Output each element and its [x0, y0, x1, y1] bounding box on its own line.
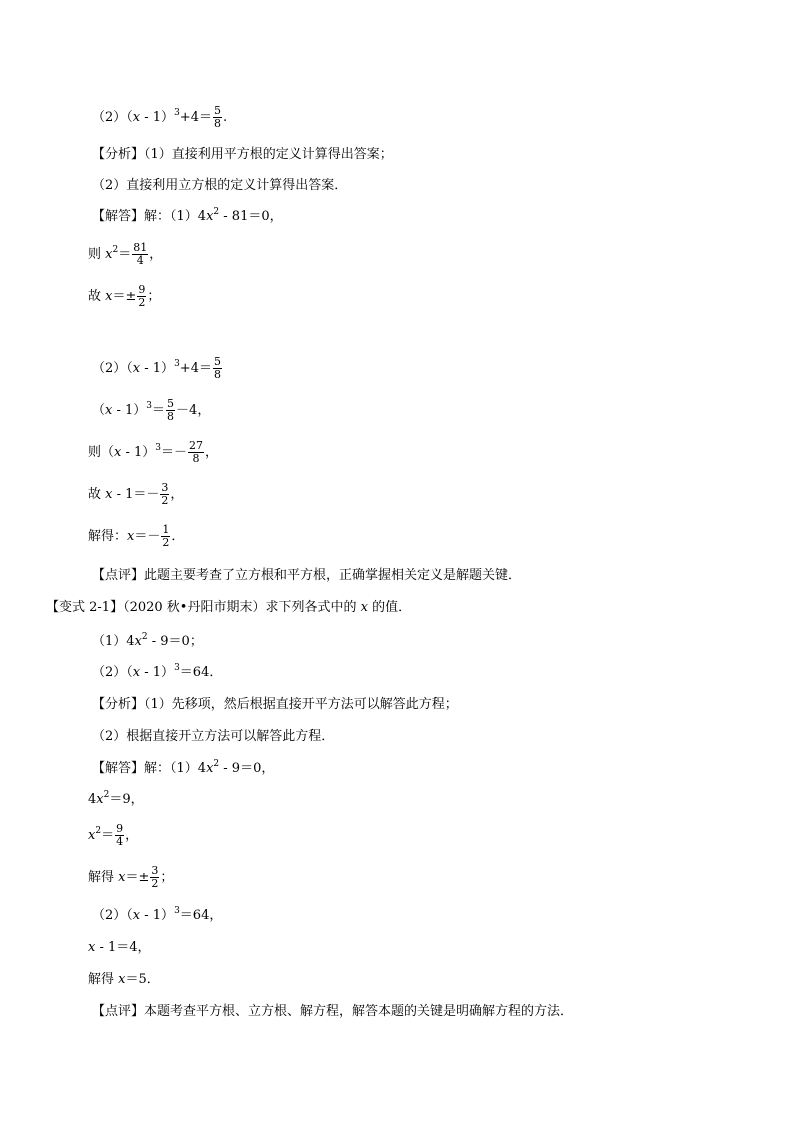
variable: x: [118, 870, 126, 885]
text: 则（: [88, 445, 115, 460]
text: 故: [88, 289, 106, 304]
variant-heading: [46, 600, 411, 616]
exponent: 2: [213, 759, 220, 769]
text: ；: [160, 870, 174, 885]
text: ＝64．: [179, 665, 223, 680]
equation-line: [88, 940, 151, 956]
comment-line: [92, 1004, 573, 1020]
denominator: 8: [213, 117, 221, 130]
variable: x: [132, 908, 141, 923]
exponent: 2: [141, 632, 148, 642]
equation-line: [88, 972, 160, 988]
denominator: 2: [161, 494, 169, 507]
variable: x: [132, 665, 141, 680]
problem-line: [92, 634, 203, 650]
equation-line: [92, 354, 223, 384]
numerator: 5: [167, 397, 175, 410]
text: 则: [88, 247, 106, 262]
fraction: [137, 284, 146, 309]
exponent: 2: [95, 826, 102, 836]
problem-line: [92, 665, 222, 681]
text: （1）先移项，然后根据直接开平方法可以解答此方程；: [144, 697, 458, 712]
denominator: 8: [167, 410, 175, 423]
variable: x: [96, 792, 104, 807]
text: 解得: [88, 870, 119, 885]
text: - 1）: [140, 110, 175, 125]
text: （: [92, 403, 106, 418]
denominator: 8: [192, 452, 200, 465]
section-tag: 【变式 2-1】: [46, 600, 124, 615]
equation-line: [88, 863, 173, 893]
variable: x: [105, 289, 113, 304]
denominator: 2: [162, 536, 170, 549]
denominator: 4: [116, 835, 124, 848]
text: +4＝: [179, 110, 212, 125]
text: 本题考查平方根、立方根、解方程，解答本题的关键是明确解方程的方法．: [144, 1004, 574, 1019]
text: ，: [125, 828, 139, 843]
section-tag: 【分析】: [92, 147, 145, 162]
text: ＝: [118, 247, 132, 262]
analysis-line: [92, 697, 458, 713]
exponent: 2: [103, 790, 110, 800]
numerator: 5: [213, 104, 221, 117]
text: 解得：: [88, 529, 128, 544]
text: - 9＝0，: [219, 761, 275, 776]
variable: x: [88, 828, 96, 843]
denominator: 8: [213, 368, 221, 381]
text: .: [222, 110, 228, 125]
section-tag: 【解答】: [92, 209, 145, 224]
equation-line: [88, 438, 218, 468]
variable: x: [88, 940, 96, 955]
text: - 1）: [140, 908, 175, 923]
text: （2）（: [92, 665, 133, 680]
denominator: 4: [136, 254, 144, 267]
numerator: 9: [138, 283, 146, 296]
text: - 1）: [140, 665, 175, 680]
exponent: 3: [174, 108, 180, 118]
variable: x: [206, 209, 214, 224]
text: （1）4: [92, 634, 135, 649]
text: （1）直接利用平方根的定义计算得出答案；: [144, 147, 393, 162]
equation-line: [88, 240, 162, 270]
text-line: [92, 178, 347, 194]
text: ．: [171, 529, 185, 544]
fraction: [213, 356, 222, 381]
text: （2）（: [92, 110, 133, 125]
text: 4: [88, 792, 97, 807]
equation-line: [88, 821, 138, 851]
text: - 1＝－: [112, 487, 160, 502]
variable: x: [134, 634, 142, 649]
fraction: [150, 865, 159, 890]
text: （2）（: [92, 361, 133, 376]
text: ＝: [152, 403, 166, 418]
comment-line: [92, 568, 521, 584]
denominator: 2: [138, 296, 146, 309]
text: - 1）: [121, 445, 156, 460]
variable: x: [206, 761, 214, 776]
answer-line: [92, 209, 283, 225]
variable: x: [127, 529, 135, 544]
text: 解得: [88, 972, 119, 987]
equation-line: [92, 908, 222, 924]
equation-line: [92, 103, 227, 133]
numerator: 3: [161, 481, 169, 494]
text: - 9＝0；: [147, 634, 203, 649]
equation-line: [92, 396, 210, 426]
exponent: 2: [213, 207, 220, 217]
text: 故: [88, 487, 106, 502]
denominator: 2: [151, 877, 159, 890]
text: ，: [149, 247, 163, 262]
numerator: 27: [189, 439, 204, 452]
text: （2）直接利用立方根的定义计算得出答案．: [92, 178, 348, 193]
fraction: [160, 482, 169, 507]
text: （2）（: [92, 908, 133, 923]
section-tag: 【点评】: [92, 1004, 145, 1019]
text: （2）根据直接开立方法可以解答此方程．: [92, 729, 335, 744]
fraction: [115, 823, 124, 848]
exponent: 3: [174, 359, 180, 369]
answer-line: [92, 761, 274, 777]
numerator: 3: [151, 864, 159, 877]
text: +4＝: [179, 361, 212, 376]
text: ＝－: [161, 445, 188, 460]
text: ＝－: [134, 529, 161, 544]
equation-line: [88, 282, 160, 312]
exponent: 3: [146, 401, 153, 411]
text: - 1）: [140, 361, 175, 376]
variable: x: [114, 445, 122, 460]
text: ，: [205, 445, 219, 460]
text-line: [92, 729, 334, 745]
section-tag: 【解答】: [92, 761, 145, 776]
equation-line: [88, 792, 144, 808]
text: 解：（1）4: [144, 209, 207, 224]
numerator: 5: [213, 355, 221, 368]
variable: x: [105, 403, 113, 418]
text: - 81＝0，: [219, 209, 283, 224]
text: ＝±: [112, 289, 137, 304]
fraction: [161, 524, 170, 549]
variable: x: [132, 361, 141, 376]
text: - 1＝4，: [95, 940, 151, 955]
numerator: 1: [162, 523, 170, 536]
fraction: [132, 242, 148, 267]
analysis-line: [92, 147, 393, 163]
text: ＝9，: [109, 792, 144, 807]
variable: x: [105, 247, 113, 262]
exponent: 2: [112, 245, 119, 255]
text: 的值．: [367, 600, 412, 615]
text: 解：（1）4: [144, 761, 207, 776]
text: 此题主要考查了立方根和平方根，正确掌握相关定义是解题关键．: [144, 568, 522, 583]
text: - 1）: [112, 403, 147, 418]
text: ＝5．: [125, 972, 160, 987]
numerator: 81: [133, 241, 148, 254]
exponent: 3: [174, 906, 180, 916]
text: －4，: [176, 403, 211, 418]
text: ，: [170, 487, 184, 502]
fraction: [213, 105, 222, 130]
variable: x: [105, 487, 113, 502]
variable: x: [360, 600, 368, 615]
text: （2020 秋•丹阳市期末）求下列各式中的: [123, 600, 361, 615]
exponent: 3: [155, 443, 162, 453]
text: ＝±: [125, 870, 150, 885]
equation-line: [88, 480, 183, 510]
text: ＝64，: [179, 908, 223, 923]
fraction: [188, 440, 204, 465]
section-tag: 【分析】: [92, 697, 145, 712]
text: ＝: [101, 828, 115, 843]
equation-line: [88, 522, 184, 552]
fraction: [166, 398, 175, 423]
text: ；: [147, 289, 161, 304]
exponent: 3: [174, 663, 180, 673]
section-tag: 【点评】: [92, 568, 145, 583]
numerator: 9: [116, 822, 124, 835]
variable: x: [132, 110, 141, 125]
variable: x: [118, 972, 126, 987]
